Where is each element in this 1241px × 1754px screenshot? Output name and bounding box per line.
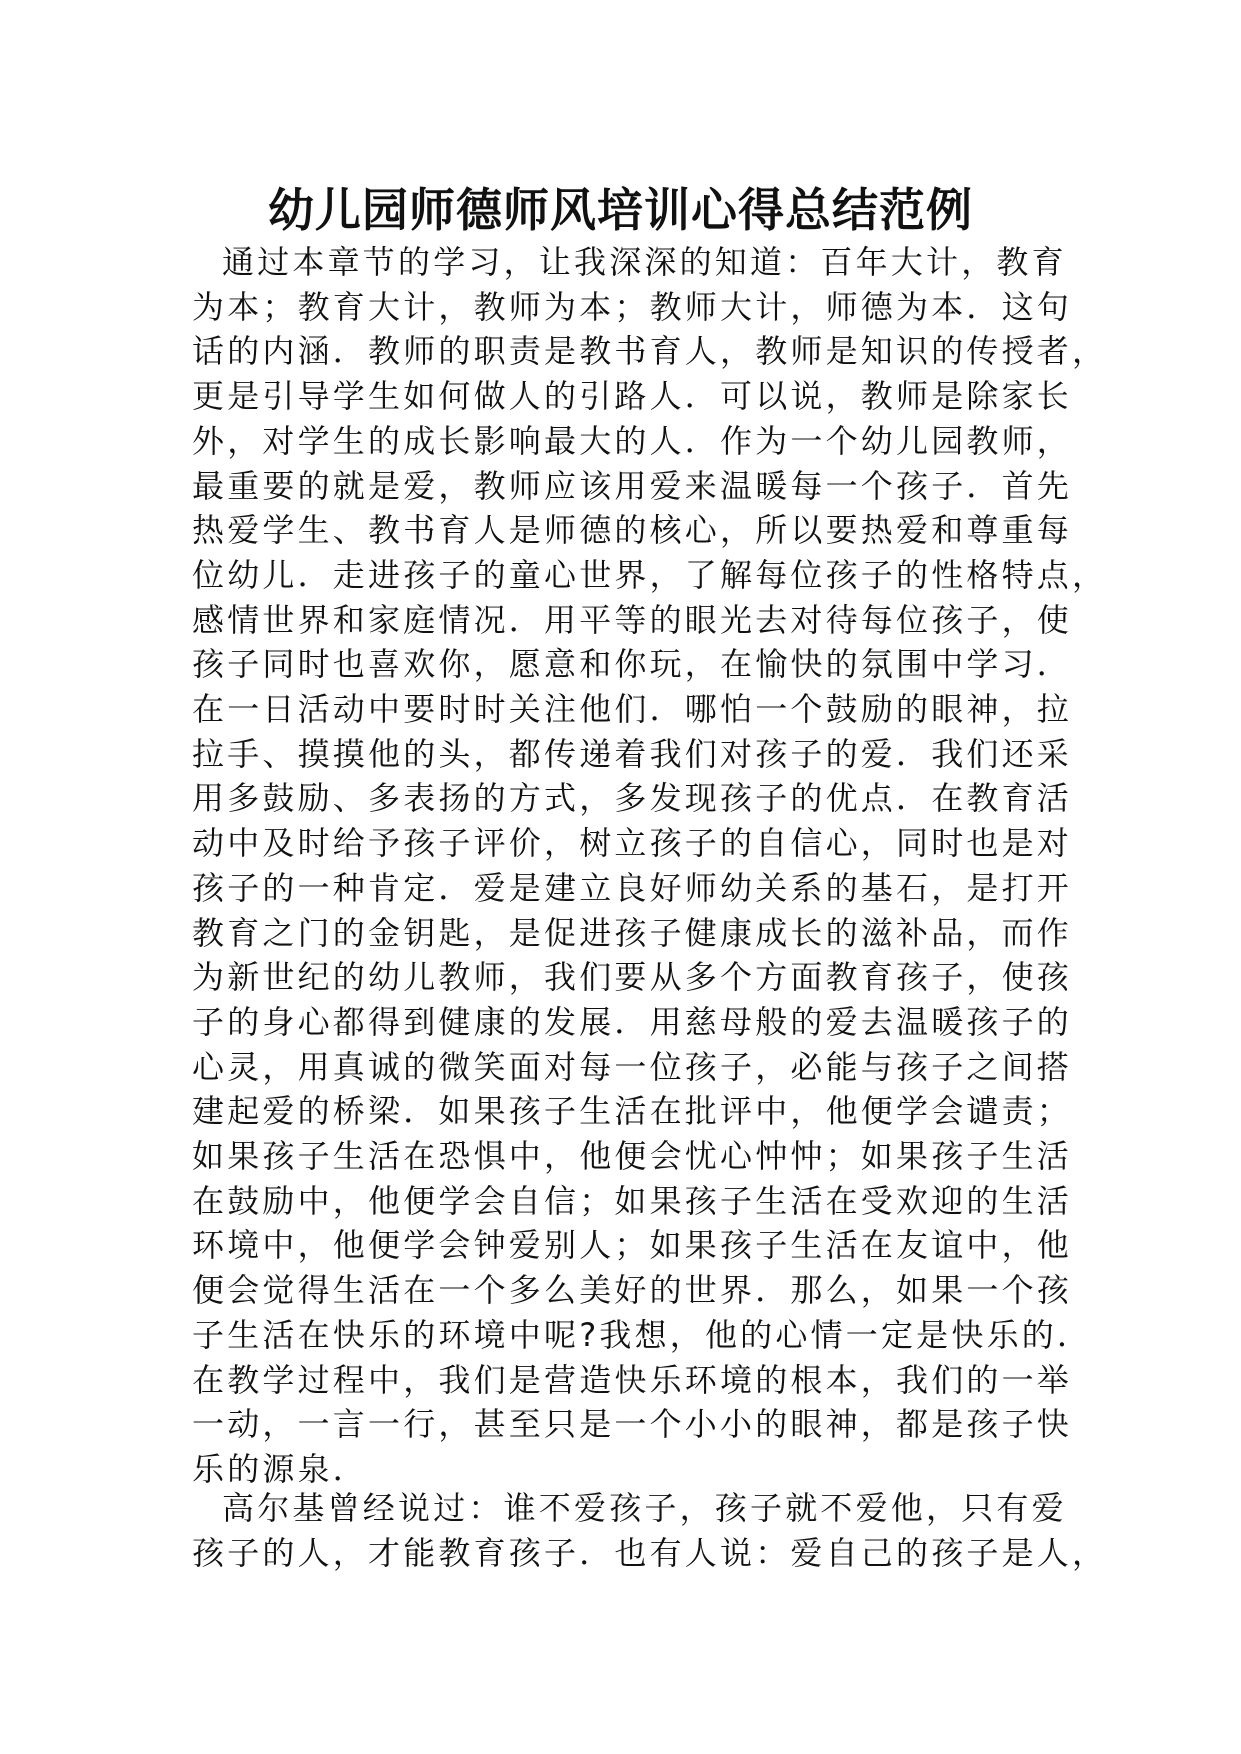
text-line: 乐的源泉． <box>192 1449 369 1488</box>
text-line: 更是引导学生如何做人的引路人．可以说，教师是除家长 <box>192 377 1073 416</box>
text-line: 孩子的人，才能教育孩子．也有人说：爱自己的孩子是人， <box>192 1533 1108 1572</box>
text-line: 在教学过程中，我们是营造快乐环境的根本，我们的一举 <box>192 1360 1073 1399</box>
text-line: 话的内涵．教师的职责是教书育人，教师是知识的传授者， <box>192 332 1108 371</box>
text-line: 为本；教育大计，教师为本；教师大计，师德为本．这句 <box>192 287 1073 326</box>
text-line: 通过本章节的学习，让我深深的知道：百年大计，教育 <box>222 243 1067 281</box>
document-title: 幼儿园师德师风培训心得总结范例 <box>268 183 973 237</box>
text-line: 如果孩子生活在恐惧中，他便会忧心忡忡；如果孩子生活 <box>192 1137 1073 1176</box>
text-line: 孩子的一种肯定．爱是建立良好师幼关系的基石，是打开 <box>192 868 1073 907</box>
text-line: 感情世界和家庭情况．用平等的眼光去对待每位孩子，使 <box>192 600 1073 639</box>
text-line: 用多鼓励、多表扬的方式，多发现孩子的优点．在教育活 <box>192 779 1073 818</box>
text-line: 便会觉得生活在一个多么美好的世界．那么，如果一个孩 <box>192 1271 1073 1310</box>
text-line: 在鼓励中，他便学会自信；如果孩子生活在受欢迎的生活 <box>192 1181 1073 1220</box>
text-line: 动中及时给予孩子评价，树立孩子的自信心，同时也是对 <box>192 824 1073 863</box>
text-line: 位幼儿．走进孩子的童心世界，了解每位孩子的性格特点， <box>192 555 1108 594</box>
text-line: 为新世纪的幼儿教师，我们要从多个方面教育孩子，使孩 <box>192 958 1073 997</box>
text-line: 拉手、摸摸他的头，都传递着我们对孩子的爱．我们还采 <box>192 734 1073 773</box>
text-line: 环境中，他便学会钟爱别人；如果孩子生活在友谊中，他 <box>192 1226 1073 1265</box>
text-line: 外，对学生的成长影响最大的人．作为一个幼儿园教师， <box>192 421 1073 460</box>
text-line: 子生活在快乐的环境中呢?我想，他的心情一定是快乐的． <box>192 1315 1093 1354</box>
text-line: 建起爱的桥梁．如果孩子生活在批评中，他便学会谴责； <box>192 1092 1073 1131</box>
text-line: 子的身心都得到健康的发展．用慈母般的爱去温暖孩子的 <box>192 1002 1073 1041</box>
text-line: 孩子同时也喜欢你，愿意和你玩，在愉快的氛围中学习． <box>192 645 1073 684</box>
text-line: 高尔基曾经说过：谁不爱孩子，孩子就不爱他，只有爱 <box>222 1489 1067 1527</box>
text-line: 一动，一言一行，甚至只是一个小小的眼神，都是孩子快 <box>192 1405 1073 1444</box>
text-line: 最重要的就是爱，教师应该用爱来温暖每一个孩子．首先 <box>192 466 1073 505</box>
text-line: 热爱学生、教书育人是师德的核心，所以要热爱和尊重每 <box>192 511 1073 550</box>
text-line: 教育之门的金钥匙，是促进孩子健康成长的滋补品，而作 <box>192 913 1073 952</box>
text-line: 心灵，用真诚的微笑面对每一位孩子，必能与孩子之间搭 <box>192 1047 1073 1086</box>
paragraph <box>192 240 1108 1492</box>
text-line: 在一日活动中要时时关注他们．哪怕一个鼓励的眼神，拉 <box>192 690 1073 729</box>
paragraph <box>192 1486 1108 1575</box>
